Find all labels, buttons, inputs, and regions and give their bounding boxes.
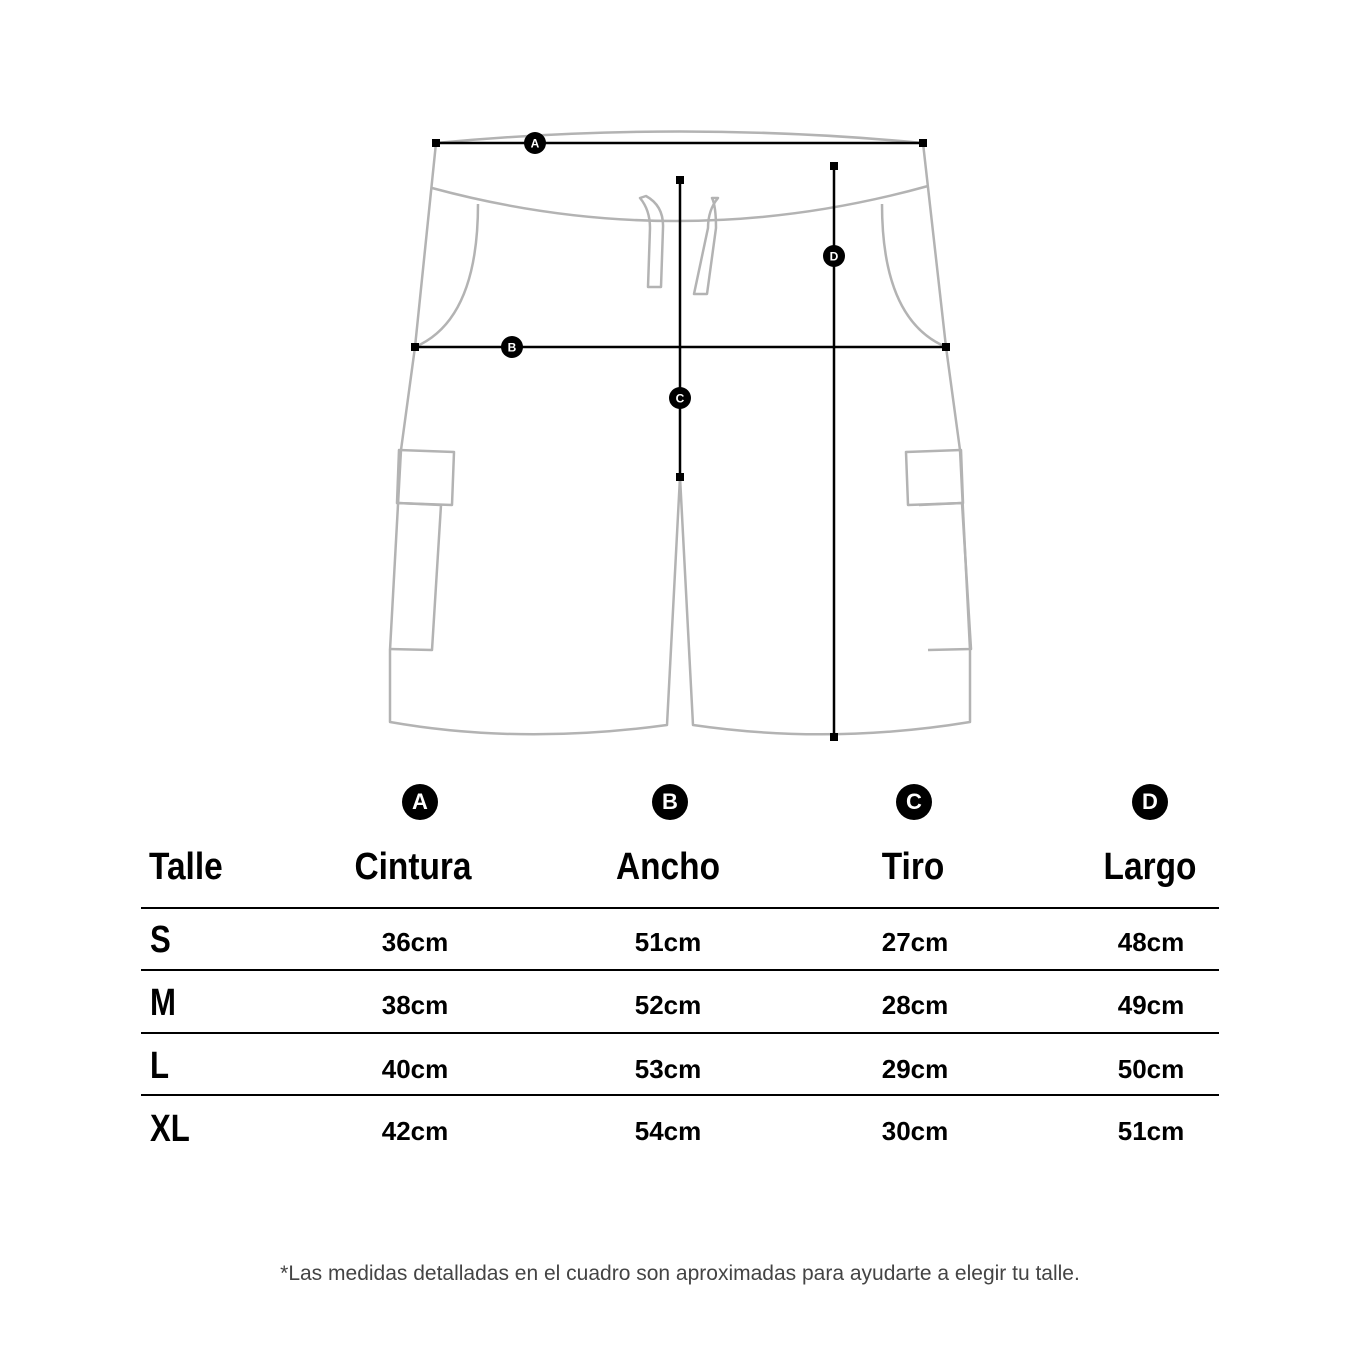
cintura-value: 42cm (381, 1116, 449, 1146)
measure-a-start (432, 139, 440, 147)
cintura-value: 40cm (381, 1054, 449, 1084)
column-badge-b: B (652, 784, 688, 820)
header-tiro: Tiro (881, 846, 945, 888)
column-badge-c: C (896, 784, 932, 820)
right-drawstring (694, 198, 718, 294)
header-talle: Talle (149, 846, 223, 888)
largo-value: 51cm (1117, 1116, 1185, 1146)
size-label: L (150, 1045, 170, 1087)
right-cargo-flap (906, 450, 963, 505)
tiro-value: 27cm (881, 927, 949, 957)
ancho-value: 53cm (634, 1054, 702, 1084)
table-rule (141, 969, 1219, 971)
marker-a-badge (524, 132, 546, 154)
footnote-disclaimer: *Las medidas detalladas en el cuadro son aproximadas para ayudarte a elegir tu talle. (280, 1262, 1080, 1285)
size-label: M (150, 982, 176, 1024)
header-ancho: Ancho (615, 846, 721, 888)
ancho-value: 52cm (634, 990, 702, 1020)
size-label: S (150, 919, 171, 961)
ancho-value: 54cm (634, 1116, 702, 1146)
measure-d-start (830, 162, 838, 170)
column-badge-a: A (402, 784, 438, 820)
table-rule (141, 1094, 1219, 1096)
measure-a-end (919, 139, 927, 147)
measure-b-end (942, 343, 950, 351)
marker-d-label: D (829, 249, 839, 264)
table-rule (141, 1032, 1219, 1034)
marker-b-label: B (507, 340, 517, 355)
largo-value: 49cm (1117, 990, 1185, 1020)
cintura-value: 36cm (381, 927, 449, 957)
ancho-value: 51cm (634, 927, 702, 957)
marker-c-badge (669, 387, 691, 409)
tiro-value: 28cm (881, 990, 949, 1020)
largo-value: 50cm (1117, 1054, 1185, 1084)
marker-b-badge (501, 336, 523, 358)
header-largo: Largo (1103, 846, 1197, 888)
measure-b-start (411, 343, 419, 351)
left-drawstring (640, 196, 663, 287)
marker-d-badge (823, 245, 845, 267)
tiro-value: 29cm (881, 1054, 949, 1084)
left-cargo-flap (397, 450, 454, 505)
right-front-pocket (882, 204, 946, 347)
waistband-top-edge (436, 132, 923, 144)
header-cintura: Cintura (354, 846, 472, 888)
measure-c-end (676, 473, 684, 481)
marker-a-label: A (530, 136, 540, 151)
largo-value: 48cm (1117, 927, 1185, 957)
marker-c-label: C (675, 391, 685, 406)
size-label: XL (150, 1108, 190, 1150)
table-rule (141, 907, 1219, 909)
left-front-pocket (415, 204, 478, 347)
right-cargo-pocket (919, 503, 971, 650)
cintura-value: 38cm (381, 990, 449, 1020)
measure-c-start (676, 176, 684, 184)
measurement-lines (411, 136, 950, 741)
tiro-value: 30cm (881, 1116, 949, 1146)
column-badge-d: D (1132, 784, 1168, 820)
diagram-markers (501, 132, 845, 409)
measure-d-end (830, 733, 838, 741)
